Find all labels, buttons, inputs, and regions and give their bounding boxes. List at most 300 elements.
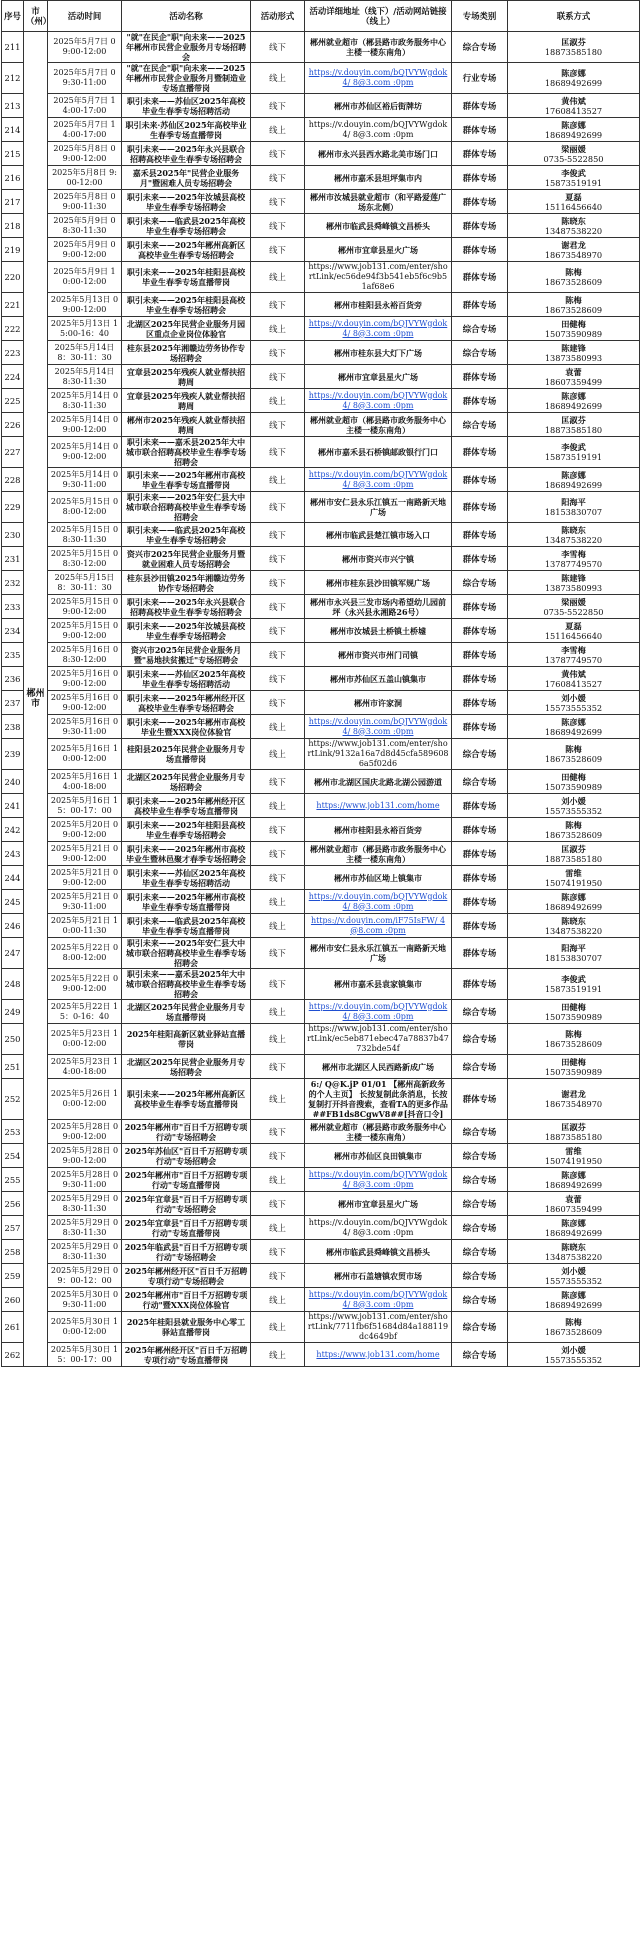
contact-person: 刘小媛: [561, 692, 586, 703]
contact-person: 刘小媛: [561, 1265, 586, 1276]
contact: [508, 1343, 640, 1367]
activity-address: [305, 739, 452, 770]
activity-form: 线下: [251, 770, 305, 794]
activity-form: 线上: [251, 1168, 305, 1192]
activity-address-text: 郴州市桂阳县永裕百货旁: [334, 824, 422, 835]
contact-person: 田健梅: [561, 771, 586, 782]
row-number: 254: [2, 1144, 24, 1168]
row-number: 249: [2, 1000, 24, 1024]
activity-address: [305, 969, 452, 1000]
contact-phone: 15873519191: [544, 984, 603, 994]
contact-phone: 18673528609: [544, 1327, 603, 1337]
header-form: 活动形式: [251, 1, 305, 32]
activity-address: [305, 770, 452, 794]
contact-phone: 15074191950: [544, 877, 603, 888]
activity-address-text: 郴州市资兴市兴宁镇: [342, 553, 414, 564]
contact-person: 黄伟斌: [561, 668, 586, 679]
activity-time: 2025年5月22日 09:00-12:00: [48, 969, 122, 1000]
contact-phone: 13487538220: [544, 225, 603, 236]
row-number: 232: [2, 571, 24, 595]
row-number: 260: [2, 1288, 24, 1312]
contact-person: 夏磊: [565, 620, 582, 631]
activity-form: 线下: [251, 166, 305, 190]
row-number: 213: [2, 94, 24, 118]
activity-link[interactable]: https://v.douyin.com/bQJVYWgdok4/ 8@3.com :0pm: [308, 716, 448, 736]
contact-phone: 15116456640: [544, 630, 603, 641]
activity-name: 职引未来——嘉禾县2025年大中城市联合招聘高校毕业生春季专场招聘会: [122, 969, 251, 1000]
contact: [508, 818, 640, 842]
row-number: 246: [2, 914, 24, 938]
activity-name: 职引未来——苏仙区2025年高校毕业生春季专场招聘活动: [122, 667, 251, 691]
activity-time: 2025年5月16日 15：00-17：00: [48, 794, 122, 818]
activity-form: 线下: [251, 691, 305, 715]
activity-name: 职引未来——临武县2025年高校毕业生春季专场招聘会: [122, 523, 251, 547]
table-row: [2, 1240, 640, 1264]
activity-form: 线下: [251, 523, 305, 547]
contact: [508, 142, 640, 166]
activity-time: 2025年5月29日 08:30-11:30: [48, 1240, 122, 1264]
activity-form: 线下: [251, 413, 305, 437]
category: 群体专场: [452, 969, 508, 1000]
contact: [508, 770, 640, 794]
table-row: [2, 1192, 640, 1216]
contact: [508, 715, 640, 739]
category: 综合专场: [452, 1144, 508, 1168]
row-number: 243: [2, 842, 24, 866]
category: 群体专场: [452, 389, 508, 413]
activity-address: [305, 938, 452, 969]
table-row: [2, 571, 640, 595]
contact-person: 李雪梅: [561, 644, 586, 655]
activity-name: "就"在民企"职"向未来——2025年郴州市民营企业服务月暨制造业专场直播带岗: [122, 63, 251, 94]
contact-phone: 18689492699: [544, 479, 603, 490]
activity-address: [305, 413, 452, 437]
activity-name: 2025年桂阳县就业服务中心零工驿站直播带岗: [122, 1312, 251, 1343]
activity-address-text: 郴州市汝城县土桥镇土桥墟: [330, 625, 426, 636]
activity-time: 2025年5月7日 09:00-12:00: [48, 32, 122, 63]
activity-time: 2025年5月29日 08:30-11:30: [48, 1216, 122, 1240]
row-number: 236: [2, 667, 24, 691]
activity-form: 线下: [251, 818, 305, 842]
contact-phone: 13487538220: [544, 534, 603, 545]
contact-person: 陈梅: [565, 744, 582, 754]
activity-form: 线下: [251, 94, 305, 118]
category: 综合专场: [452, 1055, 508, 1079]
contact: [508, 238, 640, 262]
contact: [508, 341, 640, 365]
row-number: 244: [2, 866, 24, 890]
row-number: 239: [2, 739, 24, 770]
contact-phone: 18689492699: [544, 726, 603, 737]
activity-address-text: 郴州市桂东县沙田镇军规广场: [326, 577, 430, 588]
activity-name: 宜章县2025年残疾人就业帮扶招聘周: [122, 389, 251, 413]
activity-address-text: 郴州市苏仙区坳上镇集市: [334, 872, 422, 883]
category: 综合专场: [452, 1192, 508, 1216]
table-row: [2, 1055, 640, 1079]
activity-address-text: 郴州市苏仙区五盖山镇集市: [330, 673, 426, 684]
contact: [508, 1312, 640, 1343]
category: 综合专场: [452, 571, 508, 595]
contact: [508, 1216, 640, 1240]
table-row: [2, 389, 640, 413]
table-row: [2, 1144, 640, 1168]
row-number: 255: [2, 1168, 24, 1192]
activity-name: 资兴市2025年民营企业服务月暨"易地扶贫搬迁"专场招聘会: [122, 643, 251, 667]
activity-form: 线上: [251, 468, 305, 492]
activity-name: 职引未来——苏仙区2025年高校毕业生春季专场招聘活动: [122, 94, 251, 118]
activity-form: 线上: [251, 389, 305, 413]
activity-address: [305, 1240, 452, 1264]
contact-person: 刘小媛: [561, 1344, 586, 1355]
activity-address: [305, 842, 452, 866]
activity-time: 2025年5月8日 09:00-12:00: [48, 142, 122, 166]
table-row: [2, 1216, 640, 1240]
activity-address: [305, 1343, 452, 1367]
activity-link[interactable]: https://v.douyin.com/bQJVYWgdok4/ 8@3.com :0pm: [308, 318, 448, 338]
header-time: 活动时间: [48, 1, 122, 32]
activity-form: 线下: [251, 190, 305, 214]
activity-form: 线上: [251, 1000, 305, 1024]
activity-name: 桂东县2025年湘赣边劳务协作专场招聘会: [122, 341, 251, 365]
category: 群体专场: [452, 262, 508, 293]
contact-phone: 18873585180: [544, 47, 603, 57]
activity-time: 2025年5月14日 08:30-11:30: [48, 389, 122, 413]
activity-form: 线下: [251, 619, 305, 643]
category: 群体专场: [452, 437, 508, 468]
activity-time: 2025年5月21日 09:30-11:00: [48, 890, 122, 914]
category: 综合专场: [452, 739, 508, 770]
activity-form: 线上: [251, 890, 305, 914]
table-row: [2, 238, 640, 262]
contact: [508, 938, 640, 969]
category: 群体专场: [452, 166, 508, 190]
contact-person: 刘小媛: [561, 795, 586, 806]
contact-person: 梁丽媛: [561, 596, 586, 607]
category: 群体专场: [452, 842, 508, 866]
activity-address-text: 郴州市安仁县永乐江镇五一南路新天地广场: [310, 943, 446, 963]
activity-form: 线下: [251, 969, 305, 1000]
activity-form: 线下: [251, 437, 305, 468]
activity-time: 2025年5月28日 09:00-12:00: [48, 1144, 122, 1168]
table-row: [2, 1000, 640, 1024]
activity-form: 线下: [251, 1120, 305, 1144]
activity-address-text: 郴州市资兴市州门司镇: [338, 649, 418, 660]
contact-person: 阳海平: [561, 943, 586, 953]
contact-person: 雷维: [565, 1145, 582, 1156]
contact: [508, 1024, 640, 1055]
table-row: [2, 94, 640, 118]
activity-time: 2025年5月16日 10:00-12:00: [48, 739, 122, 770]
table-row: [2, 166, 640, 190]
activity-address: [305, 238, 452, 262]
activity-link[interactable]: https://v.douyin.com/bQJVYWgdok4/ 8@3.com :0pm: [308, 68, 448, 87]
table-row: [2, 739, 640, 770]
activity-name: 2025年临武县"百日千万招聘专项行动"专场招聘会: [122, 1240, 251, 1264]
table-row: [2, 1264, 640, 1288]
activity-form: 线下: [251, 938, 305, 969]
activity-form: 线上: [251, 317, 305, 341]
contact-person: 陈梅: [565, 1029, 582, 1039]
activity-link[interactable]: https://v.douyin.com/bQJVYWgdok4/ 8@3.com :0pm: [308, 891, 448, 911]
category: 群体专场: [452, 938, 508, 969]
activity-address-text: 郴州就业超市（郴县路市政务服务中心主楼一楼东南角）: [310, 1121, 446, 1142]
activity-time: 2025年5月29日 09：00-12：00: [48, 1264, 122, 1288]
table-row: [2, 667, 640, 691]
activity-time: 2025年5月30日 10:00-12:00: [48, 1312, 122, 1343]
activity-time: 2025年5月28日 09:00-12:00: [48, 1120, 122, 1144]
contact-phone: 15073590989: [544, 1066, 603, 1077]
activity-name: 桂东县沙田镇2025年湘赣边劳务协作专场招聘会: [122, 571, 251, 595]
activity-link[interactable]: https://v.douyin.com/iF75IsFW/ 4@8.com :0pm: [310, 915, 446, 935]
activity-address-text: 郴州市北湖区人民西路新成广场: [322, 1061, 434, 1072]
contact-phone: 13787749570: [544, 654, 603, 665]
row-number: 261: [2, 1312, 24, 1343]
activity-link[interactable]: https://v.douyin.com/bQJVYWgdok4/ 8@3.com :0pm: [308, 1169, 448, 1189]
activity-time: 2025年5月8日 9:00-12:00: [48, 166, 122, 190]
contact-person: 陈彦娜: [561, 1217, 586, 1228]
activity-address-text: 郴州市嘉禾县石桥镇邮政银行门口: [318, 447, 438, 457]
activity-name: 2025年郴州经开区"百日千万招聘专项行动"专场招聘会: [122, 1264, 251, 1288]
activity-name: 2025年郴州经开区"百日千万招聘专项行动"专场直播带岗: [122, 1343, 251, 1367]
contact: [508, 1288, 640, 1312]
table-row: [2, 770, 640, 794]
activity-address-text: 郴州市石盖塘镇农贸市场: [334, 1270, 422, 1281]
table-row: [2, 1168, 640, 1192]
activity-name: 2025年宜章县"百日千万招聘专项行动"专场直播带岗: [122, 1216, 251, 1240]
activity-time: 2025年5月16日 09:00-12:00: [48, 667, 122, 691]
activity-name: 职引未来——临武县2025年高校毕业生春季专场直播带岗: [122, 914, 251, 938]
activity-link[interactable]: https://www.job131.com/home: [316, 800, 440, 810]
contact-phone: 18689492699: [544, 1299, 603, 1310]
activity-time: 2025年5月14日 09:00-12:00: [48, 413, 122, 437]
contact-phone: 13873580993: [544, 352, 603, 363]
contact-person: 陈梅: [565, 294, 582, 305]
category: 综合专场: [452, 1024, 508, 1055]
activity-address-text: 郴州市永兴县西水路北美市场门口: [318, 148, 438, 159]
activity-address-text: 郴州市桂东县大灯下广场: [334, 347, 422, 358]
activity-address-text: https://www.job131.com/enter/shortLink/ec56de94f3b541eb5f6c9b51af68e6: [308, 262, 448, 291]
category: 群体专场: [452, 293, 508, 317]
activity-time: 2025年5月7日 09:30-11:00: [48, 63, 122, 94]
header-name: 活动名称: [122, 1, 251, 32]
contact-person: 匡淑芬: [561, 1121, 586, 1132]
category: 群体专场: [452, 890, 508, 914]
activity-link[interactable]: https://v.douyin.com/bQJVYWgdok4/ 8@3.com :0pm: [308, 469, 448, 489]
category: 群体专场: [452, 142, 508, 166]
activity-time: 2025年5月15日 8：30-11：30: [48, 571, 122, 595]
category: 群体专场: [452, 794, 508, 818]
contact-person: 雷维: [565, 867, 582, 878]
activity-name: 2025年郴州市"百日千万招聘专项行动"暨XXX岗位体验官: [122, 1288, 251, 1312]
activity-address-text: 郴州就业超市（郴县路市政务服务中心主楼一楼东南角）: [310, 843, 446, 864]
header-address: 活动详细地址（线下）/活动网站链接（线上）: [305, 1, 452, 32]
activity-name: 资兴市2025年民营企业服务月暨就业困难人员专场招聘会: [122, 547, 251, 571]
contact: [508, 691, 640, 715]
table-body: [2, 32, 640, 1367]
category: 群体专场: [452, 492, 508, 523]
contact: [508, 969, 640, 1000]
table-row: [2, 914, 640, 938]
category: 综合专场: [452, 1240, 508, 1264]
activity-address-text: https://www.job131.com/enter/shortLink/7711fb6f51684d84a188119dc4649bf: [307, 1312, 449, 1341]
contact: [508, 262, 640, 293]
contact-phone: 18673528609: [544, 754, 603, 764]
row-number: 248: [2, 969, 24, 1000]
activity-time: 2025年5月7日 14:00-17:00: [48, 118, 122, 142]
row-number: 258: [2, 1240, 24, 1264]
contact: [508, 293, 640, 317]
row-number: 245: [2, 890, 24, 914]
contact-person: 夏磊: [565, 191, 582, 202]
contact-phone: 13787749570: [544, 558, 603, 569]
activity-name: 职引未来——2025年郴州高新区高校毕业生春季专场招聘会: [122, 238, 251, 262]
contact-phone: 18689492699: [544, 78, 603, 88]
contact: [508, 1055, 640, 1079]
table-row: [2, 118, 640, 142]
row-number: 251: [2, 1055, 24, 1079]
activity-name: 2025年郴州市"百日千万招聘专项行动"专场招聘会: [122, 1120, 251, 1144]
contact-person: 陈彦娜: [561, 119, 586, 130]
activity-address: [305, 818, 452, 842]
activity-address-text: https://www.job131.com/enter/shortLink/9132a16a7d8d45cfa5896086a5f02d6: [307, 739, 449, 768]
contact-phone: 15073590989: [544, 1011, 603, 1022]
category: 群体专场: [452, 914, 508, 938]
table-row: [2, 1120, 640, 1144]
contact: [508, 1240, 640, 1264]
contact: [508, 166, 640, 190]
category: 综合专场: [452, 1000, 508, 1024]
contact-person: 陈晓东: [561, 915, 586, 926]
table-row: [2, 595, 640, 619]
activity-time: 2025年5月29日 08:30-11:30: [48, 1192, 122, 1216]
activity-name: 职引未来——2025年郴州市高校毕业生暨XXX岗位体验官: [122, 715, 251, 739]
row-number: 222: [2, 317, 24, 341]
category: 群体专场: [452, 547, 508, 571]
activity-time: 2025年5月13日 09:00-12:00: [48, 293, 122, 317]
contact-person: 谢君龙: [561, 1089, 586, 1099]
contact-person: 陈彦娜: [561, 1169, 586, 1180]
contact: [508, 571, 640, 595]
table-row: [2, 866, 640, 890]
activity-address: [305, 63, 452, 94]
activity-address: [305, 1055, 452, 1079]
activity-address-text: 郴州市苏仙区裕后街牌坊: [334, 100, 422, 111]
contact-person: 田健梅: [561, 1001, 586, 1012]
contact: [508, 437, 640, 468]
activity-address: [305, 667, 452, 691]
contact: [508, 94, 640, 118]
activity-time: 2025年5月9日 10:00-12:00: [48, 262, 122, 293]
row-number: 230: [2, 523, 24, 547]
table-row: [2, 1079, 640, 1120]
activity-time: 2025年5月14日 8:30-11:30: [48, 365, 122, 389]
row-number: 256: [2, 1192, 24, 1216]
activity-link[interactable]: https://v.douyin.com/bQJVYWgdok4/ 8@3.com :0pm: [308, 1001, 448, 1021]
activity-form: 线上: [251, 1312, 305, 1343]
activity-link[interactable]: https://v.douyin.com/bQJVYWgdok4/ 8@3.com :0pm: [308, 390, 448, 410]
activity-time: 2025年5月30日 15：00-17：00: [48, 1343, 122, 1367]
table-row: [2, 214, 640, 238]
activity-name: 职引未来——临武县2025年高校毕业生春季专场招聘会: [122, 214, 251, 238]
contact: [508, 667, 640, 691]
row-number: 257: [2, 1216, 24, 1240]
activity-name: 职引未来——2025年安仁县大中城市联合招聘高校毕业生春季专场招聘会: [122, 938, 251, 969]
activity-address-text: 郴州市桂阳县永裕百货旁: [334, 299, 422, 310]
activity-address: [305, 118, 452, 142]
category: 综合专场: [452, 1216, 508, 1240]
contact-person: 陈建锋: [561, 572, 586, 583]
row-number: 231: [2, 547, 24, 571]
contact: [508, 63, 640, 94]
contact: [508, 1264, 640, 1288]
activity-form: 线上: [251, 262, 305, 293]
contact-person: 匡淑芬: [561, 37, 586, 47]
activity-form: 线下: [251, 341, 305, 365]
activity-form: 线下: [251, 547, 305, 571]
contact-person: 陈彦娜: [561, 68, 586, 78]
table-row: [2, 63, 640, 94]
table-row: [2, 413, 640, 437]
category: 群体专场: [452, 94, 508, 118]
activity-time: 2025年5月16日 08:30-12:00: [48, 643, 122, 667]
activity-address-text: 郴州就业超市（郴县路市政务服务中心主楼一楼东南角）: [310, 414, 446, 435]
activity-address: [305, 890, 452, 914]
contact-person: 陈晓东: [561, 215, 586, 226]
contact: [508, 1144, 640, 1168]
contact-person: 陈彦娜: [561, 469, 586, 480]
activity-name: 职引未来——2025年桂阳县高校毕业生春季专场直播带岗: [122, 262, 251, 293]
contact-phone: 18689492699: [544, 1179, 603, 1190]
activity-link[interactable]: https://v.douyin.com/bQJVYWgdok4/ 8@3.com :0pm: [308, 1289, 448, 1309]
contact-person: 匡淑芬: [561, 843, 586, 854]
table-row: [2, 341, 640, 365]
contact-person: 陈彦娜: [561, 1289, 586, 1300]
row-number: 262: [2, 1343, 24, 1367]
contact-person: 李俊武: [561, 167, 586, 178]
activity-address: [305, 317, 452, 341]
contact: [508, 842, 640, 866]
contact-person: 李俊武: [561, 442, 586, 452]
activity-address-text: 郴州市临武县舜峰镇文昌桥头: [326, 1246, 430, 1257]
activity-name: 职引未来——苏仙区2025年高校毕业生春季专场招聘活动: [122, 866, 251, 890]
table-row: [2, 365, 640, 389]
table-row: [2, 142, 640, 166]
activity-form: 线下: [251, 595, 305, 619]
activity-address: [305, 166, 452, 190]
activity-time: 2025年5月22日 08:00-12:00: [48, 938, 122, 969]
activity-address: [305, 571, 452, 595]
contact: [508, 794, 640, 818]
activity-address-text: 郴州市北湖区国庆北路北湖公园游道: [314, 776, 442, 787]
contact-person: 陈彦娜: [561, 891, 586, 902]
activity-address: [305, 389, 452, 413]
activity-address-text: 郴州市宜章县星火广场: [338, 371, 418, 382]
table-row: [2, 293, 640, 317]
activity-address: [305, 595, 452, 619]
contact-phone: 18673528609: [544, 1039, 603, 1049]
table-row: [2, 468, 640, 492]
table-row: [2, 890, 640, 914]
activity-form: 线下: [251, 1240, 305, 1264]
activity-link[interactable]: https://www.job131.com/home: [316, 1349, 440, 1359]
table-row: [2, 1343, 640, 1367]
activity-name: 职引未来——2025年郴州市高校毕业生春季专场直播带岗: [122, 468, 251, 492]
row-number: 238: [2, 715, 24, 739]
activity-address: [305, 468, 452, 492]
contact: [508, 595, 640, 619]
activity-address: [305, 523, 452, 547]
contact-phone: 18873585180: [544, 424, 603, 435]
